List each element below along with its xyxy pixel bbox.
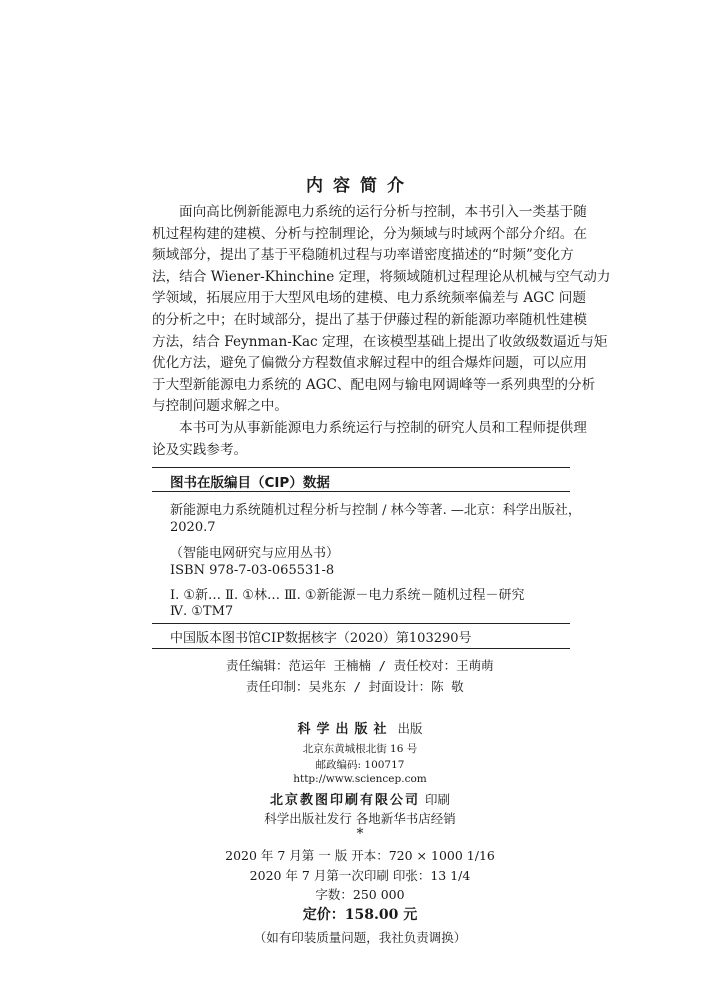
cip-heading-rule xyxy=(152,491,570,492)
abstract-line: 优化方法，避免了偏微分方程数值求解过程中的组合爆炸问题，可以应用 xyxy=(152,355,587,372)
cip-footer-rule xyxy=(152,623,570,624)
publisher-suffix: 出版 xyxy=(397,721,423,736)
printer-name: 北京教图印刷有限公司 xyxy=(269,793,420,808)
abstract-line: 机过程构建的建模、分析与控制理论，分为频域与时域两个部分介绍。在 xyxy=(152,225,587,242)
abstract-title: 内容简介 xyxy=(306,176,414,196)
abstract-line: 频域部分，提出了基于平稳随机过程与功率谱密度描述的“时频”变化方 xyxy=(152,247,574,264)
abstract-line: 的分析之中；在时域部分，提出了基于伊藤过程的新能源功率随机性建模 xyxy=(152,311,587,328)
abstract-line: 方法，结合 Feynman-Kac 定理，在该模型基础上提出了收敛级数逼近与矩 xyxy=(152,333,608,350)
distribution-line: 科学出版社发行 各地新华书店经销 xyxy=(264,811,456,826)
abstract-line: 面向高比例新能源电力系统的运行分析与控制，本书引入一类基于随 xyxy=(179,204,587,220)
publisher-name: 科学出版社 xyxy=(297,722,393,737)
quality-notice: （如有印装质量问题，我社负责调换） xyxy=(253,930,467,945)
cip-line: Ⅳ. ①TM7 xyxy=(170,604,234,619)
abstract-line: 论及实践参考。 xyxy=(152,441,248,458)
cip-line: ISBN 978-7-03-065531-8 xyxy=(170,563,335,578)
cip-line: 新能源电力系统随机过程分析与控制 / 林今等著. —北京：科学出版社， xyxy=(170,503,581,518)
publisher-website: http://www.sciencep.com xyxy=(293,773,427,785)
abstract-line: 学领域，拓展应用于大型风电场的建模、电力系统频率偏差与 AGC 问题 xyxy=(152,290,586,307)
cip-footer: 中国版本图书馆CIP数据核字（2020）第103290号 xyxy=(170,631,472,646)
abstract-line: 与控制问题求解之中。 xyxy=(152,398,288,415)
edition-line: 2020 年 7 月第 一 版 开本：720 × 1000 1/16 xyxy=(225,848,495,863)
abstract-line: 于大型新能源电力系统的 AGC、配电网与输电网调峰等一系列典型的分析 xyxy=(152,376,596,393)
publisher-address: 北京东黄城根北街 16 号 xyxy=(302,743,418,755)
credits-production: 责任印制：吴兆东 / 封面设计：陈 敬 xyxy=(246,679,464,694)
cip-bottom-rule xyxy=(152,648,570,649)
cip-top-rule xyxy=(152,467,570,468)
abstract-paragraph-1 xyxy=(152,202,611,418)
cip-line: Ⅰ. ①新… Ⅱ. ①林… Ⅲ. ①新能源－电力系统－随机过程－研究 xyxy=(170,588,525,603)
cip-heading: 图书在版编目（CIP）数据 xyxy=(170,475,330,491)
abstract-line: 法，结合 Wiener-Khinchine 定理，将频域随机过程理论从机械与空气动力 xyxy=(152,268,611,285)
cip-line: （智能电网研究与应用丛书） xyxy=(170,546,340,561)
price: 定价：158.00 元 xyxy=(302,907,418,923)
publisher-postcode: 邮政编码: 100717 xyxy=(315,759,405,771)
word-count: 字数：250 000 xyxy=(315,887,405,902)
printing-line: 2020 年 7 月第一次印刷 印张：13 1/4 xyxy=(249,868,471,883)
cip-line: 2020.7 xyxy=(170,520,216,535)
printer-line xyxy=(0,789,720,808)
separator-star: * xyxy=(356,826,364,842)
credits-editors: 责任编辑：范运年 王楠楠 / 责任校对：王萌萌 xyxy=(226,658,494,673)
printer-suffix: 印刷 xyxy=(425,792,451,807)
abstract-line: 本书可为从事新能源电力系统运行与控制的研究人员和工程师提供理 xyxy=(179,420,587,436)
publisher-line xyxy=(0,718,720,737)
abstract-paragraph-2 xyxy=(152,418,587,461)
